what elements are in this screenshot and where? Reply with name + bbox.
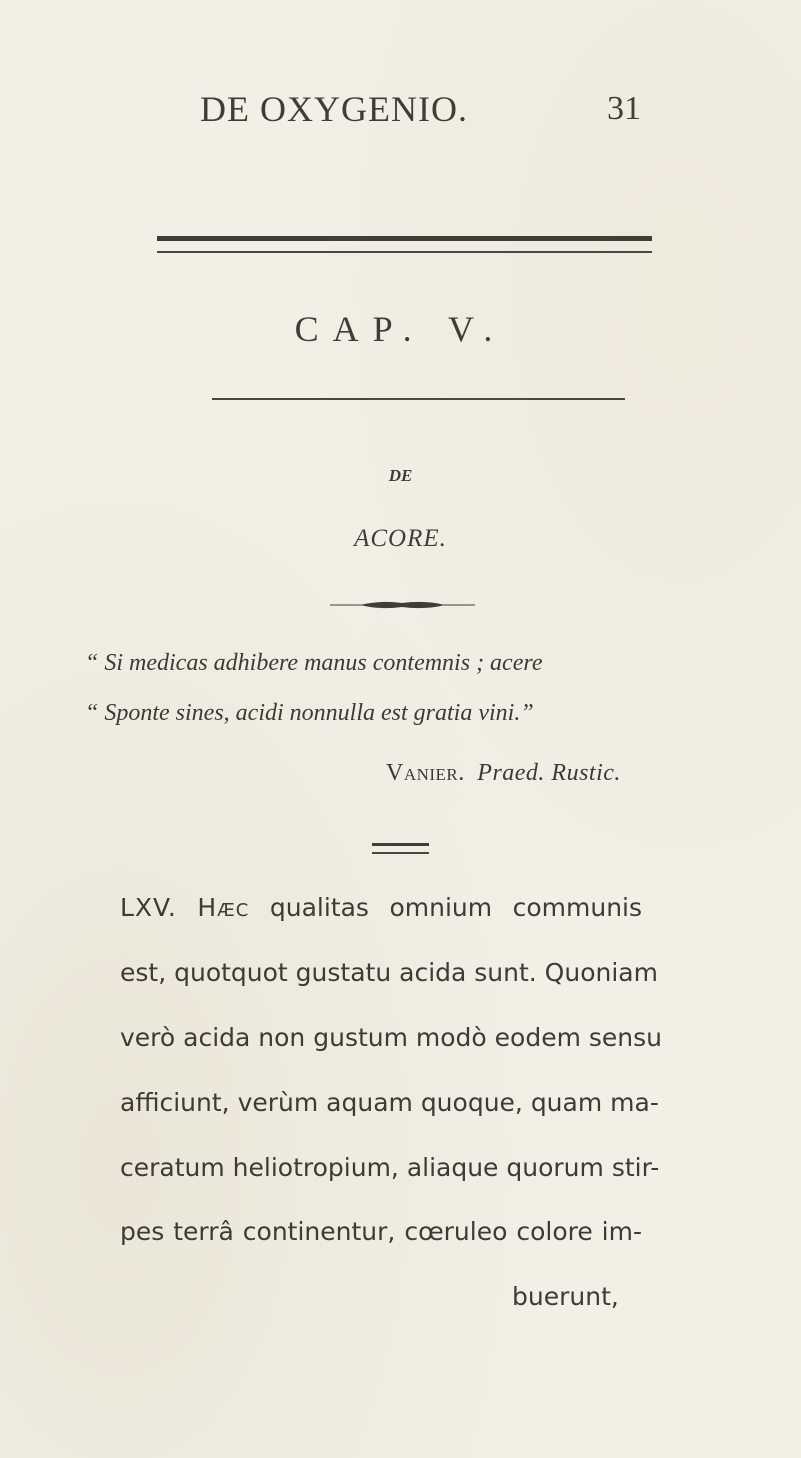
- running-head: DE OXYGENIO.: [200, 89, 468, 129]
- header-rule-thin: [157, 251, 652, 253]
- body-line-1-text: qualitas omnium communis: [269, 893, 643, 922]
- body-line-1: [120, 893, 642, 922]
- epigraph-line-1: “ Si medicas adhibere manus contemnis ; acere: [85, 650, 543, 676]
- body-line-4: afficiunt, verùm aquam quoque, quam ma-: [120, 1088, 659, 1117]
- section-rule-thick: [372, 843, 429, 846]
- header-rule-thick: [157, 236, 652, 241]
- body-line-3: verò acida non gustum modò eodem sensu: [120, 1023, 663, 1052]
- body-line-6: pes terrâ continentur, cœruleo colore im-: [120, 1217, 642, 1246]
- chapter-topic: ACORE.: [354, 525, 447, 552]
- section-first-word: Hæc: [197, 893, 250, 922]
- chapter-heading: CAP. V.: [294, 309, 507, 349]
- epigraph-line-2: “ Sponte sines, acidi nonnulla est gratia vini.”: [85, 700, 534, 726]
- body-line-5: ceratum heliotropium, aliaque quorum stir-: [120, 1153, 660, 1182]
- epigraph-work: Praed. Rustic.: [477, 760, 621, 786]
- body-line-2: est, quotquot gustatu acida sunt. Quoniam: [120, 958, 658, 987]
- section-number: LXV.: [120, 893, 177, 922]
- epigraph-attribution: [386, 760, 621, 787]
- epigraph-author: Vanier.: [386, 760, 465, 786]
- section-rule-thin: [372, 852, 429, 854]
- chapter-rule: [212, 398, 625, 400]
- page-number: 31: [607, 90, 641, 127]
- ornament-divider: [330, 600, 475, 610]
- catchword: buerunt,: [512, 1282, 619, 1311]
- chapter-de: DE: [388, 466, 413, 485]
